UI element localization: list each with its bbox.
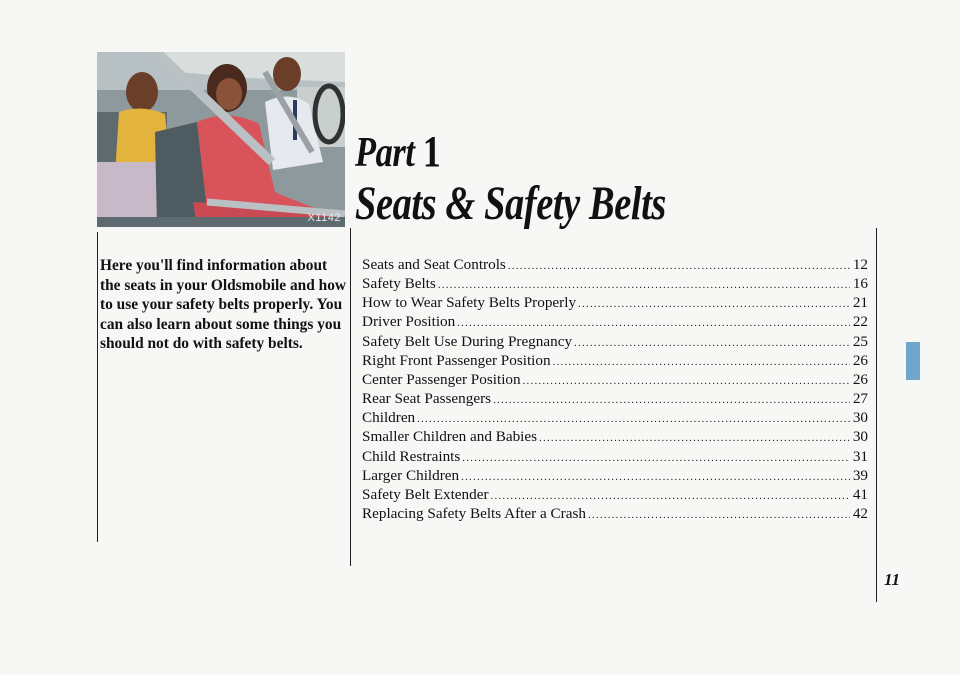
toc-entry-page: 26 [852,370,868,388]
toc-entry-label: Safety Belt Extender [362,485,489,503]
toc-entry[interactable] [362,486,868,505]
toc-entry[interactable] [362,371,868,390]
toc-leader-dots [417,410,850,428]
part-heading [355,127,441,176]
toc-entry-label: Larger Children [362,466,460,484]
toc-leader-dots [523,372,850,390]
toc-entry[interactable] [362,505,868,524]
toc-entry-page: 42 [852,505,868,523]
toc-entry-label: Safety Belts [362,275,436,293]
toc-entry-page: 27 [852,390,868,408]
intro-text: Here you'll find information about the seats in your Oldsmobile and how to use your safety belts properly. You can also learn about some things you should not do with safety belts. [100,257,347,353]
right-rule [876,228,877,602]
toc-entry-page: 25 [852,332,868,350]
toc-leader-dots [493,391,850,409]
part-number: 1 [422,127,441,176]
part-word: Part [355,130,415,176]
toc-entry-page: 26 [852,351,868,369]
toc-leader-dots [462,449,850,467]
toc-leader-dots [553,353,850,371]
toc-leader-dots [461,468,850,486]
toc-entry[interactable] [362,256,868,275]
toc-leader-dots [508,257,850,275]
toc-entry[interactable] [362,333,868,352]
illustration-code: X1142 [307,212,341,224]
car-occupants-illustration [97,52,345,227]
toc-entry-page: 39 [852,466,868,484]
toc-leader-dots [457,314,850,332]
toc-entry-page: 22 [852,313,868,331]
page-number: 11 [884,570,901,589]
toc-entry-page: 31 [852,447,868,465]
toc-entry-label: How to Wear Safety Belts Properly [362,294,577,312]
toc-leader-dots [574,334,850,352]
toc-entry[interactable] [362,294,868,313]
toc-entry-label: Replacing Safety Belts After a Crash [362,505,586,523]
toc-leader-dots [539,429,850,447]
toc-entry[interactable] [362,448,868,467]
toc-leader-dots [438,276,850,294]
toc-entry-page: 21 [852,294,868,312]
toc-entry[interactable] [362,352,868,371]
toc-entry[interactable] [362,313,868,332]
toc-entry-label: Seats and Seat Controls [362,256,506,273]
middle-rule [350,228,351,566]
toc-leader-dots [588,506,850,524]
toc-leader-dots [578,295,850,313]
illustration-icon [97,52,345,227]
section-tab [906,342,920,380]
toc-entry[interactable] [362,428,868,447]
toc-entry-label: Child Restraints [362,447,461,465]
toc-entry-page: 16 [852,275,868,293]
toc-entry-page: 30 [852,409,868,427]
toc-entry-label: Smaller Children and Babies [362,428,538,446]
toc-entry[interactable] [362,390,868,409]
left-rule [97,232,98,542]
toc-entry[interactable] [362,409,868,428]
table-of-contents [362,256,868,524]
page-title: Seats & Safety Belts [355,177,666,230]
toc-entry-label: Right Front Passenger Position [362,351,551,369]
toc-entry-page: 12 [852,256,868,273]
toc-entry-page: 41 [852,485,868,503]
toc-entry-label: Driver Position [362,313,456,331]
toc-entry-page: 30 [852,428,868,446]
toc-entry-label: Children [362,409,416,427]
toc-entry-label: Rear Seat Passengers [362,390,492,408]
toc-entry-label: Center Passenger Position [362,370,521,388]
toc-entry-label: Safety Belt Use During Pregnancy [362,332,573,350]
toc-leader-dots [491,487,850,505]
toc-entry[interactable] [362,275,868,294]
toc-entry[interactable] [362,467,868,486]
